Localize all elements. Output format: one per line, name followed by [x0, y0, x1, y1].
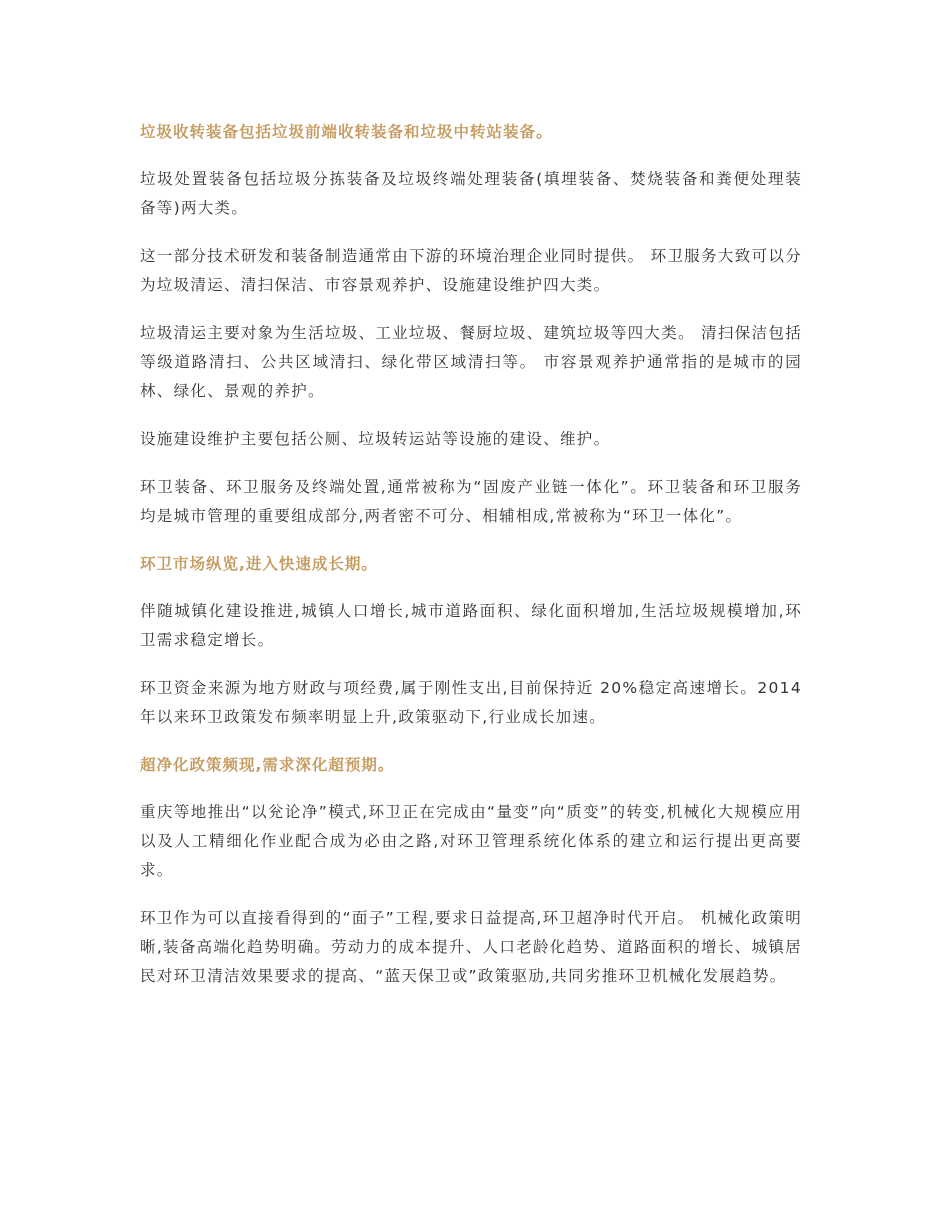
paragraph-cleaning-scope: 垃圾清运主要对象为生活垃圾、工业垃圾、餐厨垃圾、建筑垃圾等四大类。 清扫保洁包括等级道路清扫、公共区域清扫、绿化带区域清扫等。 市容景观养护通常指的是城市的园林、绿化、景观的养护。	[140, 324, 802, 400]
section-heading-market-overview: 环卫市场纵览,进入快速成长期。	[140, 555, 378, 573]
paragraph-service-categories: 这一部分技术研发和装备制造通常由下游的环境治理企业同时提供。 环卫服务大致可以分为垃圾清运、清扫保洁、市容景观养护、设施建设维护四大类。	[140, 247, 802, 294]
section-heading-collection-equipment: 垃圾收转装备包括垃圾前端收转装备和垃圾中转站装备。	[140, 123, 553, 141]
paragraph-mechanization-trend: 环卫作为可以直接看得到的“面子”工程,要求日益提高,环卫超净时代开启。 机械化政策明晰,装备高端化趋势明确。劳动力的成本提升、人口老龄化趋势、道路面积的增长、城镇居民对环卫清洁效果要求的提高、“蓝天保卫戓”政策驱劢,共同劣推环卫机械化发展趋势。	[140, 909, 802, 985]
paragraph-disposal-equipment: 垃圾处置装备包括垃圾分拣装备及垃圾终端处理装备(填埋装备、焚烧装备和粪便处理装备等)两大类。	[140, 170, 802, 217]
paragraph-urbanization-demand: 伴随城镇化建设推进,城镇人口增长,城市道路面积、绿化面积增加,生活垃圾规模增加,环卫需求稳定增长。	[140, 602, 802, 649]
document-page	[140, 118, 802, 1010]
paragraph-funding-source: 环卫资金来源为地方财政与项经费,属于刚性支出,目前保持近 20%稳定高速增长。2014 年以来环卫政策发布频率明显上升,政策驱动下,行业成长加速。	[140, 679, 802, 726]
paragraph-chongqing-model: 重庆等地推出“以兊论净”模式,环卫正在完成由“量变”向“质变”的转变,机械化大规模应用以及人工精细化作业配合成为必由之路,对环卫管理系统化体系的建立和运行提出更高要求。	[140, 803, 802, 879]
paragraph-integration: 环卫装备、环卫服务及终端处置,通常被称为“固废产业链一体化”。环卫装备和环卫服务均是城市管理的重要组成部分,两者密不可分、相辅相成,常被称为“环卫一体化”。	[140, 478, 802, 525]
paragraph-facility-maintenance: 设施建设维护主要包括公厕、垃圾转运站等设施的建设、维护。	[140, 430, 611, 448]
section-heading-ultra-clean-policy: 超净化政策频现,需求深化超预期。	[140, 756, 395, 774]
